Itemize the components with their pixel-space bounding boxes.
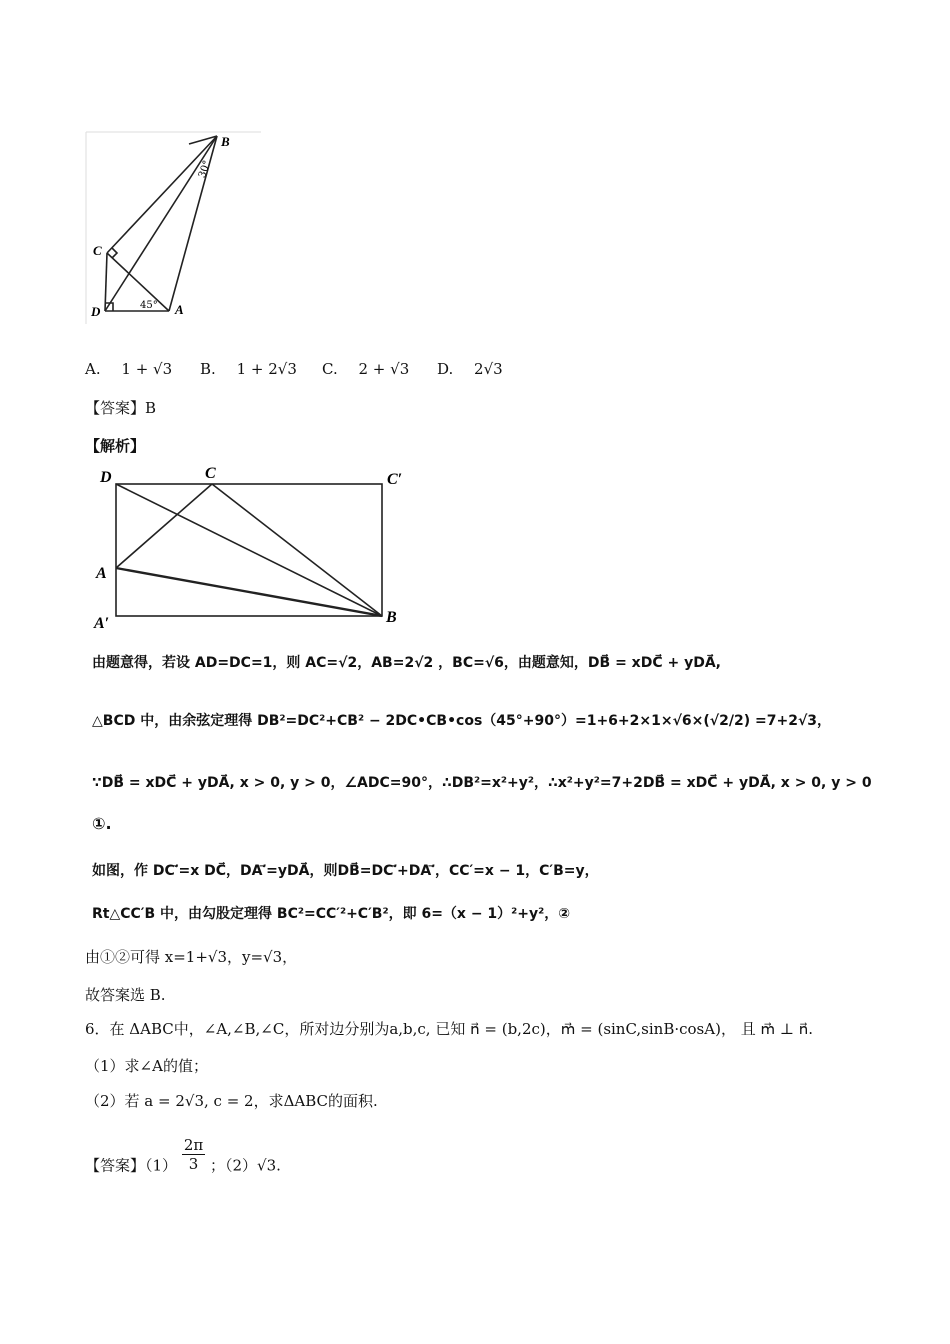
label2-a: A — [96, 565, 107, 582]
figure-triangle-1 — [85, 128, 265, 328]
label-c: C — [93, 243, 102, 258]
option-c: C. 2 + √3 — [322, 360, 410, 378]
angle-b-label: 30° — [196, 159, 214, 180]
analysis-line-4: ①. — [92, 814, 112, 833]
label2-cp: C′ — [387, 471, 403, 488]
analysis-line-6: Rt△CC′B 中，由勾股定理得 BC²=CC′²+C′B²，即 6=（x − 1）²+y²，② — [92, 906, 571, 922]
fraction-numerator: 2π — [183, 1136, 204, 1154]
q6-part-1: （1）求∠A的值； — [85, 1057, 208, 1075]
analysis-line-2: △BCD 中，由余弦定理得 DB²=DC²+CB² − 2DC•CB•cos（45°+90°）=1+6+2×1×√6×(√2/2) =7+2√3， — [92, 713, 832, 729]
answer-prefix: 【答案】（1） — [85, 1156, 178, 1175]
label2-b: B — [386, 609, 397, 626]
analysis-line-3: ∵DB⃗ = xDC⃗ + yDA⃗, x > 0, y > 0，∠ADC=90°，∴DB²=x²+y²，∴x²+y²=7+2DB⃗ = xDC⃗ + yDA⃗, x > 0, y > 0 — [92, 775, 872, 791]
label2-ap: A′ — [94, 615, 110, 632]
analysis-title: 【解析】 — [85, 437, 146, 455]
answer-1: 【答案】B — [85, 399, 157, 417]
option-a: A. 1 + √3 — [85, 360, 173, 378]
label-d: D — [91, 304, 101, 319]
analysis-line-8: 故答案选 B. — [85, 986, 166, 1004]
analysis-line-7: 由①②可得 x=1+√3，y=√3， — [85, 948, 298, 966]
figure-rectangle-2 — [90, 462, 410, 634]
q6-stem: 6．在 ΔABC中，∠A,∠B,∠C，所对边分别为a,b,c, 已知 n⃗ = (b,2c)，m⃗ = (sinC,sinB·cosA)， 且 m⃗ ⊥ n⃗. — [85, 1020, 814, 1038]
label-b: B — [221, 134, 230, 149]
option-b: B. 1 + 2√3 — [200, 360, 297, 378]
q6-part-2: （2）若 a = 2√3, c = 2，求ΔABC的面积. — [85, 1092, 378, 1110]
answer-fraction — [182, 1136, 205, 1173]
label2-c: C — [205, 465, 216, 482]
angle-a-label: 45° — [140, 300, 158, 311]
label-a: A — [175, 302, 184, 317]
analysis-line-1: 由题意得，若设 AD=DC=1，则 AC=√2，AB=2√2 ，BC=√6，由题意知，DB⃗ = xDC⃗ + yDA⃗, — [92, 655, 721, 671]
fraction-denominator: 3 — [188, 1155, 199, 1173]
analysis-line-5: 如图，作 DC′⃗=x DC⃗，DA′⃗=yDA⃗，则DB⃗=DC′⃗+DA′⃗，CC′=x − 1，C′B=y， — [92, 863, 599, 879]
option-d: D. 2√3 — [437, 360, 503, 378]
answer-suffix: ；（2）√3. — [210, 1156, 281, 1175]
label2-d: D — [100, 469, 112, 486]
